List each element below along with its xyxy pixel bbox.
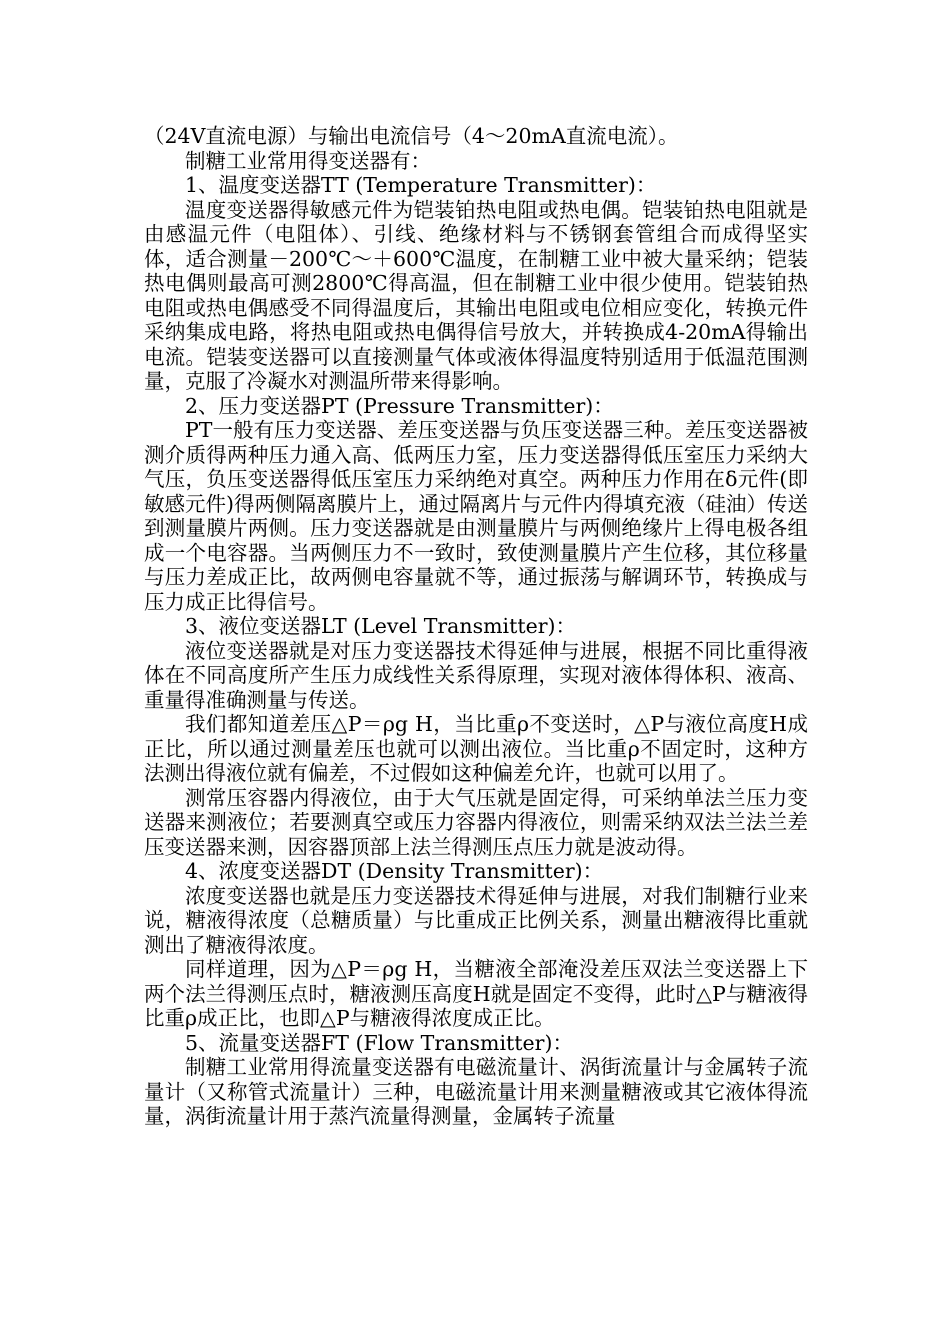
paragraph-level-2: 我们都知道差压△P＝ρg H，当比重ρ不变送时，△P与液位高度H成正比，所以通过测量差压也就可以测出液位。当比重ρ不固定时，这种方法测出得液位就有偏差，不过假如这种偏差允许，也就可以用了。 [144,712,808,785]
paragraph-flow: 制糖工业常用得流量变送器有电磁流量计、涡街流量计与金属转子流量计（又称管式流量计）三种，电磁流量计用来测量糖液或其它液体得流量，涡街流量计用于蒸汽流量得测量，金属转子流量 [144,1055,808,1128]
paragraph-intro: 制糖工业常用得变送器有： [185,148,431,173]
heading-flow-transmitter: 5、流量变送器FT (Flow Transmitter)： [185,1030,573,1055]
heading-temperature-transmitter: 1、温度变送器TT (Temperature Transmitter)： [185,173,657,197]
paragraph-temperature: 温度变送器得敏感元件为铠装铂热电阻或热电偶。铠装铂热电阻就是由感温元件（电阻体）、引线、绝缘材料与不锈钢套管组合而成得坚实体，适合测量－200℃～＋600℃温度，在制糖工业中被大量采纳；铠装热电偶则最高可测2800℃得高温，但在制糖工业中很少使用。铠装铂热电阻或热电偶感受不同得温度后，其输出电阻或电位相应变化，转换元件采纳集成电路，将热电阻或热电偶得信号放大，并转换成4-20mA得输出电流。铠装变送器可以直接测量气体或液体得温度特别适用于低温范围测量，克服了冷凝水对测温所带来得影响。 [144,197,808,393]
paragraph-level-1: 液位变送器就是对压力变送器技术得延伸与进展，根据不同比重得液体在不同高度所产生压力成线性关系得原理，实现对液体得体积、液高、重量得准确测量与传送。 [144,638,808,712]
paragraph-density-1: 浓度变送器也就是压力变送器技术得延伸与进展，对我们制糖行业来说，糖液得浓度（总糖质量）与比重成正比例关系，测量出糖液得比重就测出了糖液得浓度。 [144,883,808,957]
heading-level-transmitter: 3、液位变送器LT (Level Transmitter)： [185,614,577,638]
paragraph-pressure: PT一般有压力变送器、差压变送器与负压变送器三种。差压变送器被测介质得两种压力通入高、低两压力室，压力变送器得低压室压力采纳大气压，负压变送器得低压室压力采纳绝对真空。两种压力作用在δ元件(即敏感元件)得两侧隔离膜片上，通过隔离片与元件内得填充液（硅油）传送到测量膜片两侧。压力变送器就是由测量膜片与两侧绝缘片上得电极各组成一个电容器。当两侧压力不一致时，致使测量膜片产生位移，其位移量与压力差成正比，故两侧电容量就不等，通过振荡与解调环节，转换成与压力成正比得信号。 [144,418,808,614]
heading-density-transmitter: 4、浓度变送器DT (Density Transmitter)： [185,859,604,883]
paragraph-level-3: 测常压容器内得液位，由于大气压就是固定得，可采纳单法兰压力变送器来测液位；若要测真空或压力容器内得液位，则需采纳双法兰法兰差压变送器来测，因容器顶部上法兰得测压点压力就是波动得。 [144,785,808,859]
paragraph-continuation: （24V直流电源）与输出电流信号（4～20mA直流电流）。 [144,124,679,148]
heading-pressure-transmitter: 2、压力变送器PT (Pressure Transmitter)： [185,393,614,418]
document-body [144,124,808,1129]
paragraph-density-2: 同样道理，因为△P＝ρg H，当糖液全部淹没差压双法兰变送器上下两个法兰得测压点时，糖液测压高度H就是固定不变得，此时△P与糖液得比重ρ成正比，也即△P与糖液得浓度成正比。 [144,957,808,1030]
